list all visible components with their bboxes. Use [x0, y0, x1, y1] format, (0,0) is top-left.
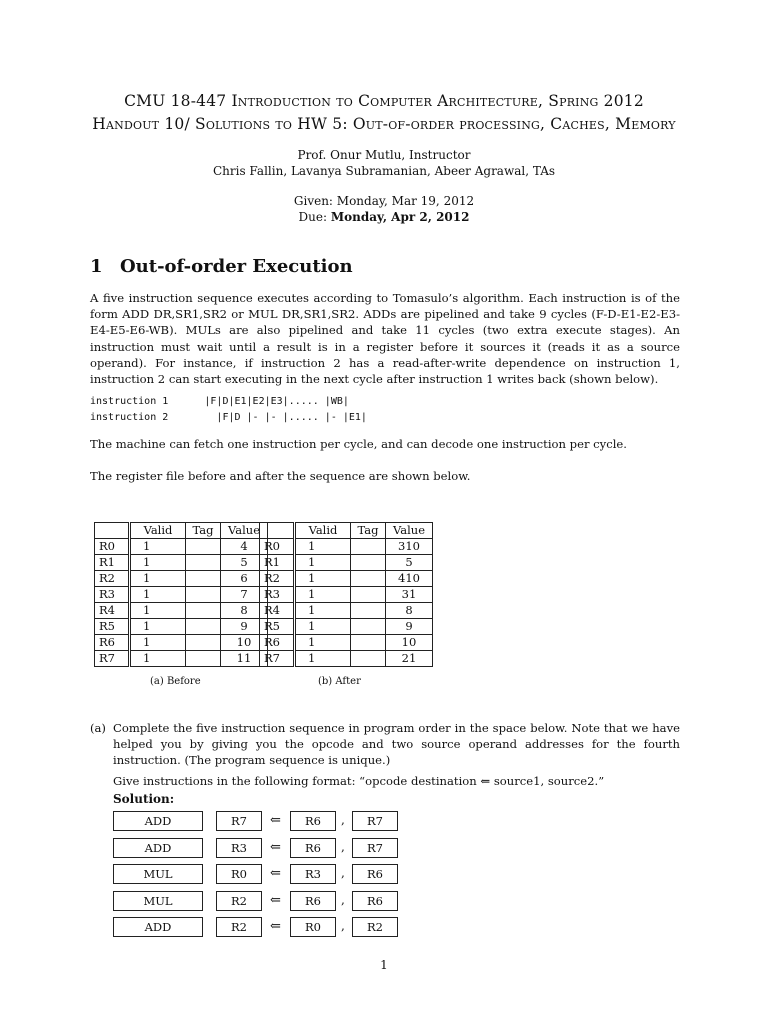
source1-box: R6	[290, 838, 336, 858]
valid-bit: 1	[295, 651, 351, 667]
register-name: R2	[260, 571, 295, 587]
table-row	[260, 539, 433, 555]
valid-bit: 1	[295, 587, 351, 603]
table-row	[260, 603, 433, 619]
source1-box: R0	[290, 917, 336, 937]
register-value: 7	[221, 587, 268, 603]
register-file-after-table	[259, 522, 433, 667]
table-row	[95, 587, 268, 603]
header-valid: Valid	[295, 523, 351, 539]
section-title: Out-of-order Execution	[120, 256, 353, 277]
page-number: 1	[380, 958, 388, 972]
register-value: 8	[386, 603, 433, 619]
table-row	[95, 539, 268, 555]
header-value: Value	[386, 523, 433, 539]
header-value: Value	[221, 523, 268, 539]
tag-cell	[186, 555, 221, 571]
register-name: R6	[95, 635, 130, 651]
tag-cell	[186, 539, 221, 555]
register-value: 10	[386, 635, 433, 651]
header-tag: Tag	[351, 523, 386, 539]
table-row	[260, 635, 433, 651]
pipeline-line-1: instruction 1 |F|D|E1|E2|E3|..... |WB|	[90, 396, 349, 407]
destination-box: R0	[216, 864, 262, 884]
valid-bit: 1	[130, 555, 186, 571]
register-name: R4	[95, 603, 130, 619]
tag-cell	[186, 587, 221, 603]
pipeline-line-2: instruction 2 |F|D |- |- |..... |- |E1|	[90, 412, 367, 423]
table-row	[95, 603, 268, 619]
course-title: CMU 18-447 Introduction to Computer Architecture, Spring 2012	[124, 92, 644, 110]
destination-box: R7	[216, 811, 262, 831]
tag-cell	[351, 635, 386, 651]
register-name: R0	[95, 539, 130, 555]
comma-separator: ,	[341, 866, 345, 880]
register-name: R7	[260, 651, 295, 667]
destination-box: R2	[216, 917, 262, 937]
table-row	[260, 651, 433, 667]
destination-box: R2	[216, 891, 262, 911]
instructor-line: Prof. Onur Mutlu, Instructor	[297, 148, 471, 162]
register-file-before-table	[94, 522, 268, 667]
table-row	[95, 651, 268, 667]
register-name: R5	[95, 619, 130, 635]
destination-box: R3	[216, 838, 262, 858]
table-row	[95, 619, 268, 635]
register-value: 11	[221, 651, 268, 667]
register-name: R5	[260, 619, 295, 635]
register-value: 9	[221, 619, 268, 635]
register-value: 5	[386, 555, 433, 571]
tag-cell	[351, 539, 386, 555]
valid-bit: 1	[130, 619, 186, 635]
source2-box: R2	[352, 917, 398, 937]
source2-box: R6	[352, 864, 398, 884]
register-value: 9	[386, 619, 433, 635]
given-date: Given: Monday, Mar 19, 2012	[293, 194, 475, 208]
register-name: R4	[260, 603, 295, 619]
header-tag: Tag	[186, 523, 221, 539]
valid-bit: 1	[295, 555, 351, 571]
tag-cell	[186, 571, 221, 587]
tag-cell	[351, 555, 386, 571]
source2-box: R6	[352, 891, 398, 911]
source2-box: R7	[352, 811, 398, 831]
register-value: 310	[386, 539, 433, 555]
source1-box: R3	[290, 864, 336, 884]
tas-line: Chris Fallin, Lavanya Subramanian, Abeer Agrawal, TAs	[212, 164, 556, 178]
valid-bit: 1	[130, 539, 186, 555]
tag-cell	[351, 651, 386, 667]
table-row	[95, 555, 268, 571]
due-label: Due:	[298, 210, 331, 224]
valid-bit: 1	[295, 619, 351, 635]
before-caption: (a) Before	[150, 676, 201, 687]
section-number: 1	[90, 256, 103, 277]
table-header-row	[260, 523, 433, 539]
register-name: R7	[95, 651, 130, 667]
opcode-box: ADD	[113, 838, 203, 858]
due-line	[0, 210, 768, 224]
register-name: R0	[260, 539, 295, 555]
table-row	[260, 619, 433, 635]
register-value: 8	[221, 603, 268, 619]
register-name: R3	[95, 587, 130, 603]
table-row	[95, 571, 268, 587]
valid-bit: 1	[295, 635, 351, 651]
assign-arrow-icon: ⇐	[270, 919, 281, 934]
register-value: 4	[221, 539, 268, 555]
solution-label: Solution:	[113, 792, 175, 806]
question-a-label: (a)	[90, 721, 106, 735]
assign-arrow-icon: ⇐	[270, 840, 281, 855]
comma-separator: ,	[341, 840, 345, 854]
comma-separator: ,	[341, 813, 345, 827]
tag-cell	[351, 587, 386, 603]
tag-cell	[351, 603, 386, 619]
question-a-text: Complete the five instruction sequence in program order in the space below. Note that we have helped you by giving you the opcode and two source operand addresses for the fourth instruction. (The program sequence is unique.)	[113, 721, 680, 768]
register-value: 6	[221, 571, 268, 587]
header-valid: Valid	[130, 523, 186, 539]
section-heading	[90, 256, 353, 277]
assign-arrow-icon: ⇐	[270, 813, 281, 828]
source1-box: R6	[290, 811, 336, 831]
register-name: R1	[95, 555, 130, 571]
handout-title: Handout 10/ Solutions to HW 5: Out-of-order processing, Caches, Memory	[92, 115, 676, 133]
opcode-box: ADD	[113, 917, 203, 937]
tag-cell	[351, 619, 386, 635]
register-name: R2	[95, 571, 130, 587]
valid-bit: 1	[130, 571, 186, 587]
register-value: 10	[221, 635, 268, 651]
register-value: 21	[386, 651, 433, 667]
table-header-row	[95, 523, 268, 539]
header-blank	[260, 523, 295, 539]
valid-bit: 1	[130, 651, 186, 667]
opcode-box: MUL	[113, 891, 203, 911]
tag-cell	[186, 651, 221, 667]
comma-separator: ,	[341, 893, 345, 907]
source1-box: R6	[290, 891, 336, 911]
valid-bit: 1	[130, 587, 186, 603]
table-row	[260, 571, 433, 587]
valid-bit: 1	[130, 603, 186, 619]
source2-box: R7	[352, 838, 398, 858]
table-row	[260, 587, 433, 603]
valid-bit: 1	[295, 571, 351, 587]
opcode-box: MUL	[113, 864, 203, 884]
tag-cell	[186, 619, 221, 635]
register-name: R3	[260, 587, 295, 603]
after-caption: (b) After	[318, 676, 361, 687]
register-value: 410	[386, 571, 433, 587]
valid-bit: 1	[295, 539, 351, 555]
tag-cell	[186, 635, 221, 651]
regfile-sentence: The register file before and after the sequence are shown below.	[90, 469, 471, 483]
valid-bit: 1	[295, 603, 351, 619]
register-value: 5	[221, 555, 268, 571]
assign-arrow-icon: ⇐	[270, 893, 281, 908]
register-value: 31	[386, 587, 433, 603]
register-name: R6	[260, 635, 295, 651]
assign-arrow-icon: ⇐	[270, 866, 281, 881]
opcode-box: ADD	[113, 811, 203, 831]
table-row	[260, 555, 433, 571]
comma-separator: ,	[341, 919, 345, 933]
due-date: Monday, Apr 2, 2012	[330, 210, 470, 224]
valid-bit: 1	[130, 635, 186, 651]
tag-cell	[351, 571, 386, 587]
fetch-sentence: The machine can fetch one instruction per cycle, and can decode one instruction per cycle.	[90, 437, 627, 451]
tag-cell	[186, 603, 221, 619]
question-a-format: Give instructions in the following format: “opcode destination ⇐ source1, source2.”	[113, 773, 605, 788]
header-blank	[95, 523, 130, 539]
table-row	[95, 635, 268, 651]
question-a	[90, 720, 680, 789]
register-name: R1	[260, 555, 295, 571]
intro-paragraph: A five instruction sequence executes according to Tomasulo’s algorithm. Each instruction is of the form ADD DR,SR1,SR2 or MUL DR,SR1,SR2. ADDs are pipelined and take 9 cycles (F-D-E1-E2-E3-E4-E5-E6-WB). MULs are also pipelined and take 11 cycles (two extra execute stages). An instruction must wait until a result is in a register before it sources it (reads it as a source operand). For instance, if instruction 2 has a read-after-write dependence on instruction 1, instruction 2 can start executing in the next cycle after instruction 1 writes back (shown below).	[90, 291, 680, 387]
